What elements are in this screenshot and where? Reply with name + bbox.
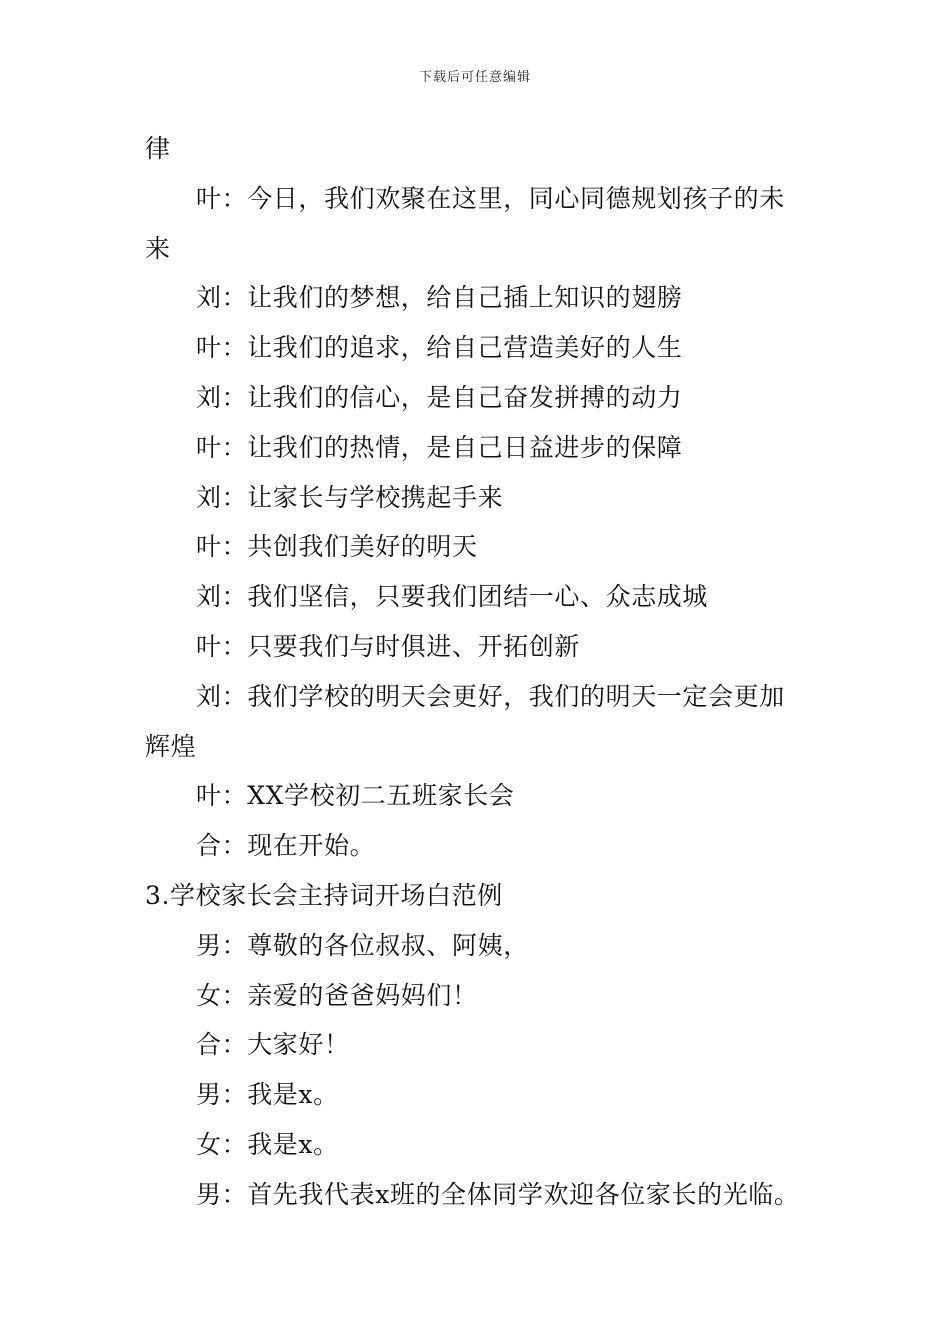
text-line: 叶：让我们的热情，是自己日益进步的保障	[196, 432, 683, 462]
text-line: 刘：让我们的信心，是自己奋发拼搏的动力	[196, 382, 683, 412]
text-line: 刘：我们坚信，只要我们团结一心、众志成城	[196, 582, 709, 612]
text-line: 叶：今日，我们欢聚在这里，同心同德规划孩子的未	[196, 183, 785, 213]
text-line: 女：亲爱的爸爸妈妈们！	[196, 980, 478, 1010]
text-line: 男：首先我代表x班的全体同学欢迎各位家长的光临。	[196, 1179, 800, 1209]
text-line: 男：尊敬的各位叔叔、阿姨，	[196, 930, 529, 960]
text-line: 女：我是x。	[196, 1129, 339, 1159]
text-line: 叶：让我们的追求，给自己营造美好的人生	[196, 333, 683, 363]
text-line: 刘：让家长与学校携起手来	[196, 482, 504, 512]
header-note: 下载后可任意编辑	[418, 70, 531, 85]
text-line: 来	[145, 233, 171, 263]
text-line: 合：大家好！	[196, 1030, 350, 1060]
text-line: 合：现在开始。	[196, 831, 376, 861]
text-line: 叶：只要我们与时俱进、开拓创新	[196, 631, 581, 661]
document-body	[145, 124, 810, 1220]
text-line: 律	[145, 134, 171, 163]
text-line: 叶：共创我们美好的明天	[196, 532, 478, 562]
text-line: 男：我是x。	[196, 1080, 339, 1110]
text-line: 辉煌	[145, 731, 197, 761]
text-line: 叶：XX学校初二五班家长会	[196, 781, 515, 811]
section-heading: 3.学校家长会主持词开场白范例	[145, 880, 503, 910]
text-line: 刘：让我们的梦想，给自己插上知识的翅膀	[196, 283, 683, 313]
text-line: 刘：我们学校的明天会更好，我们的明天一定会更加	[196, 681, 785, 711]
